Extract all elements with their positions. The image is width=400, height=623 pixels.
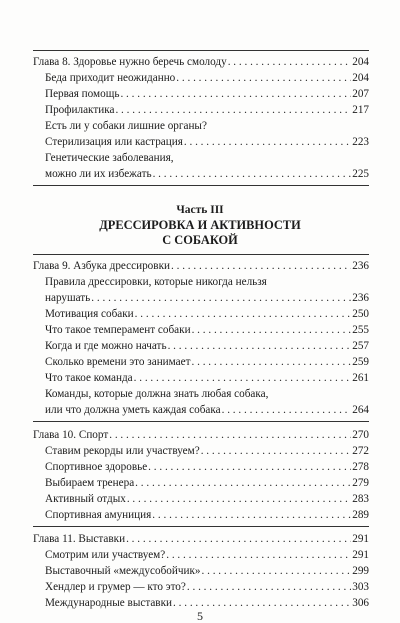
toc-entry: нарушать . . . 236 [45, 291, 369, 305]
toc-entry: Стерилизация или кастрация . . . 223 [45, 135, 369, 149]
toc-entry: Мотивация собаки . . . 250 [45, 307, 369, 321]
part-label: Часть III [176, 204, 224, 216]
toc-entry: Сколько времени это занимает . . . 259 [45, 355, 369, 369]
toc-entry: можно ли их избежать . . . 225 [45, 167, 369, 181]
divider-rule [33, 254, 369, 255]
toc-entry-line: Правила дрессировки, которые никогда нельзя [45, 276, 267, 288]
page-number: 5 [197, 609, 203, 623]
divider-rule [33, 526, 369, 527]
toc-entry: Когда и где можно начать . . . 257 [45, 339, 369, 353]
toc-entry: Активный отдых . . . 283 [45, 492, 369, 506]
toc-entry-page: 204 [352, 56, 369, 68]
toc-entry: или что должна уметь каждая собака . . . 264 [45, 403, 369, 417]
toc-entry: Выставочный «междусобойчик» . . . 299 [45, 564, 369, 578]
toc-entry: Первая помощь . . . 207 [45, 87, 369, 101]
toc-entry: Международные выставки . . . 306 [45, 596, 369, 610]
toc-entry: Спортивное здоровье . . . 278 [45, 460, 369, 474]
toc-entry: Выбираем тренера . . . 279 [45, 476, 369, 490]
toc-entry: Беда приходит неожиданно . . . 204 [45, 71, 369, 85]
toc-entry: Что такое команда . . . 261 [45, 371, 369, 385]
toc-chapter-10: Глава 10. Спорт . . . 270 [33, 428, 369, 442]
toc-entry-line: Команды, которые должна знать любая собака, [45, 388, 269, 400]
toc-entry-line: Генетические заболевания, [45, 152, 174, 164]
toc-entry-title: Глава 8. Здоровье нужно беречь смолоду [33, 56, 227, 68]
part-heading: ДРЕССИРОВКА И АКТИВНОСТИ [99, 218, 301, 232]
toc-entry: Что такое темперамент собаки . . . 255 [45, 323, 369, 337]
toc-entry: Хендлер и грумер — кто это? . . . 303 [45, 580, 369, 594]
toc-entry: Ставим рекорды или участвуем? . . . 272 [45, 444, 369, 458]
divider-rule [33, 185, 369, 186]
toc-entry: Смотрим или участвуем? . . . 291 [45, 548, 369, 562]
toc-chapter-11: Глава 11. Выставки . . . 291 [33, 532, 369, 546]
toc-chapter-8 [33, 55, 369, 69]
part-heading: С СОБАКОЙ [162, 233, 238, 247]
toc-entry: Спортивная амуниция . . . 289 [45, 508, 369, 522]
toc-entry-line: Есть ли у собаки лишние органы? [45, 120, 207, 132]
divider-rule [33, 50, 369, 51]
toc-chapter-9: Глава 9. Азбука дрессировки . . . 236 [33, 259, 369, 273]
toc-entry: Профилактика . . . 217 [45, 103, 369, 117]
divider-rule [33, 421, 369, 422]
